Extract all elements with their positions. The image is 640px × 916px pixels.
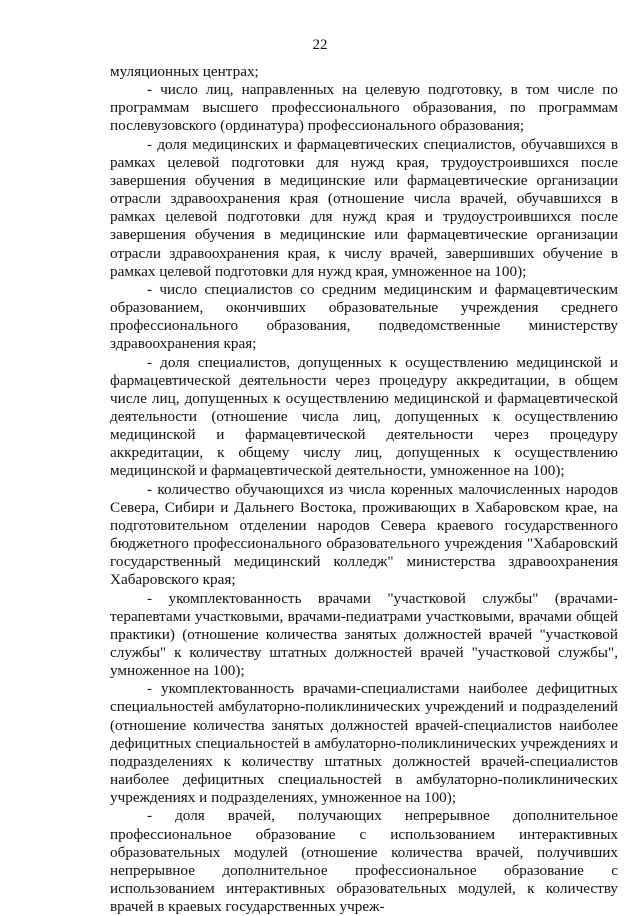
page-number: 22 [312,37,328,53]
paragraph-district-service-staffing: - укомплектованность врачами "участковой службы" (врачами-терапевтами участковыми, врачами-педиатрами участковыми, врачами общей практики) (отношение количества занятых должностей врачей "участковой службы" к количеству штатных должностей врачей "участковой службы", умноженное на 100); [110,589,618,680]
paragraph-secondary-education-specialists: - число специалистов со средним медицинским и фармацевтическим образованием, окончивших образовательные учреждения среднего профессионального образования, подведомственные министерству здравоохранения края; [110,280,618,353]
document-body [110,63,618,916]
paragraph-accreditation-share: - доля специалистов, допущенных к осуществлению медицинской и фармацевтической деятельности через процедуру аккредитации, в общем числе лиц, допущенных к осуществлению медицинской и фармацевтической деятельности (отношение числа лиц, допущенных к осуществлению медицинской и фармацевтической деятельности через процедуру аккредитации, к общему числу лиц, допущенных к осуществлению медицинской и фармацевтической деятельности, умноженное на 100); [110,353,618,480]
paragraph-employed-specialists-share: - доля медицинских и фармацевтических специалистов, обучавшихся в рамках целевой подготовки для нужд края, трудоустроившихся после завершения обучения в медицинские или фармацевтические организации отрасли здравоохранения края (отношение числа врачей, обучавшихся в рамках целевой подготовки для нужд края и трудоустроившихся после завершения обучения в медицинские или фармацевтические организации отрасли здравоохранения края, к числу врачей, завершивших обучение в рамках целевой подготовки для нужд края, умноженное на 100); [110,135,618,280]
paragraph-continuous-education-share: - доля врачей, получающих непрерывное дополнительное профессиональное образование с использованием интерактивных образовательных модулей (отношение количества врачей, получивших непрерывное дополнительное профессиональное образование с использованием интерактивных образовательных модулей, к количеству врачей в краевых государственных учреж- [110,807,618,916]
paragraph-indigenous-students: - количество обучающихся из числа коренных малочисленных народов Севера, Сибири и Дальнего Востока, проживающих в Хабаровском крае, на подготовительном отделении народов Севера краевого государственного бюджетного профессионального образовательного учреждения "Хабаровский государственный медицинский колледж" министерства здравоохранения Хабаровского края; [110,480,618,589]
paragraph-continuation: муляционных центрах; [110,63,259,80]
paragraph-deficit-specialists-staffing: - укомплектованность врачами-специалистами наиболее дефицитных специальностей амбулаторно-поликлинических учреждений и подразделений (отношение количества занятых должностей врачей-специалистов наиболее дефицитных специальностей в амбулаторно-поликлинических учреждениях и подразделениях к количеству штатных должностей врачей-специалистов наиболее дефицитных специальностей в амбулаторно-поликлинических учреждениях и подразделениях, умноженное на 100); [110,680,618,807]
paragraph-target-training-count: - число лиц, направленных на целевую подготовку, в том числе по программам высшего профессионального образования, по программам послевузовского (ординатура) профессионального образования; [110,81,618,135]
